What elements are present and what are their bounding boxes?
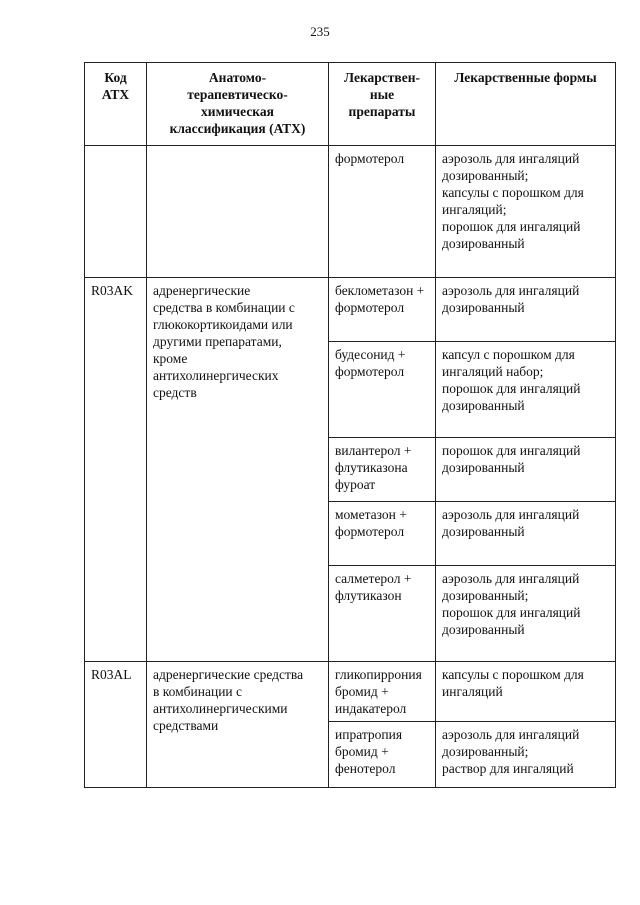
table-row xyxy=(85,662,616,722)
atx-code-cell: R03AL xyxy=(85,662,147,788)
drug-cell: беклометазон + формотерол xyxy=(329,278,436,342)
atx-code-cell xyxy=(85,146,147,278)
header-atx-code: Код АТХ xyxy=(85,63,147,146)
header-drugs: Лекарствен- ные препараты xyxy=(329,63,436,146)
drug-cell: ипратропия бромид + фенотерол xyxy=(329,722,436,788)
dosage-form-cell: капсулы с порошком для ингаляций xyxy=(436,662,616,722)
table-header-row xyxy=(85,63,616,146)
drug-cell: вилантерол + флутиказона фуроат xyxy=(329,438,436,502)
dosage-form-cell: аэрозоль для ингаляций дозированный; капсулы с порошком для ингаляций; порошок для ингаляций дозированный xyxy=(436,146,616,278)
dosage-form-cell: аэрозоль для ингаляций дозированный xyxy=(436,278,616,342)
atx-code-cell: R03AK xyxy=(85,278,147,662)
atx-classification-table xyxy=(84,62,616,788)
dosage-form-cell: аэрозоль для ингаляций дозированный xyxy=(436,502,616,566)
page-number: 235 xyxy=(310,24,330,39)
atx-classification-cell: адренергические средства в комбинации с глюкокортикоидами или другими препаратами, кроме антихолинергических средств xyxy=(147,278,329,662)
dosage-form-cell: капсул с порошком для ингаляций набор; порошок для ингаляций дозированный xyxy=(436,342,616,438)
atx-classification-cell xyxy=(147,146,329,278)
dosage-form-cell: аэрозоль для ингаляций дозированный; порошок для ингаляций дозированный xyxy=(436,566,616,662)
dosage-form-cell: аэрозоль для ингаляций дозированный; раствор для ингаляций xyxy=(436,722,616,788)
table-row xyxy=(85,278,616,342)
drug-cell: мометазон + формотерол xyxy=(329,502,436,566)
dosage-form-cell: порошок для ингаляций дозированный xyxy=(436,438,616,502)
drug-cell: салметерол + флутиказон xyxy=(329,566,436,662)
atx-classification-cell: адренергические средства в комбинации с антихолинергическими средствами xyxy=(147,662,329,788)
drug-cell: гликопиррония бромид + индакатерол xyxy=(329,662,436,722)
drug-cell: формотерол xyxy=(329,146,436,278)
drug-cell: будесонид + формотерол xyxy=(329,342,436,438)
header-dosage-forms: Лекарственные формы xyxy=(436,63,616,146)
table-row xyxy=(85,146,616,278)
header-atx-classification: Анатомо- терапевтическо- химическая классификация (АТХ) xyxy=(147,63,329,146)
